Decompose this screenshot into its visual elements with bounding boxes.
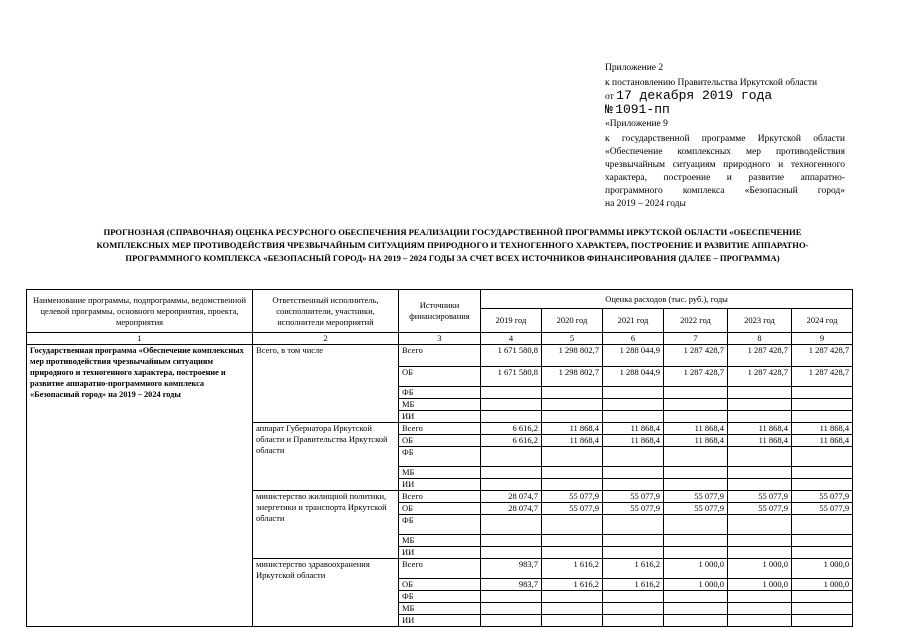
value-cell	[603, 479, 664, 491]
value-cell	[481, 603, 542, 615]
source-cell: ФБ	[399, 447, 481, 467]
header-year: 2021 год	[603, 309, 664, 333]
value-cell	[792, 479, 853, 491]
annex-2-label: Приложение 2	[605, 63, 664, 73]
number-prefix: №	[605, 102, 613, 117]
value-cell	[542, 515, 603, 535]
value-cell	[481, 547, 542, 559]
value-cell: 983,7	[481, 579, 542, 591]
value-cell	[728, 591, 792, 603]
program-line: программного комплекса «Безопасный город»	[605, 186, 845, 196]
source-cell: ФБ	[399, 387, 481, 399]
value-cell: 55 077,9	[664, 491, 728, 503]
value-cell: 28 074,7	[481, 491, 542, 503]
value-cell	[792, 387, 853, 399]
value-cell	[792, 447, 853, 467]
value-cell	[792, 399, 853, 411]
source-cell: МБ	[399, 603, 481, 615]
value-cell: 1 287 428,7	[664, 345, 728, 367]
value-cell: 11 868,4	[603, 423, 664, 435]
value-cell	[664, 411, 728, 423]
column-number: 6	[603, 333, 664, 345]
value-cell	[603, 535, 664, 547]
value-cell: 11 868,4	[792, 423, 853, 435]
value-cell: 1 000,0	[728, 559, 792, 579]
value-cell	[542, 535, 603, 547]
value-cell	[728, 387, 792, 399]
value-cell: 1 616,2	[603, 559, 664, 579]
value-cell: 1 000,0	[664, 559, 728, 579]
value-cell	[481, 447, 542, 467]
value-cell	[792, 411, 853, 423]
value-cell	[603, 603, 664, 615]
program-reference	[605, 133, 845, 211]
value-cell: 1 288 044,9	[603, 367, 664, 387]
source-cell: МБ	[399, 399, 481, 411]
value-cell: 55 077,9	[542, 503, 603, 515]
value-cell	[664, 399, 728, 411]
header-year: 2023 год	[728, 309, 792, 333]
value-cell	[728, 447, 792, 467]
value-cell	[542, 399, 603, 411]
source-cell: Всего	[399, 345, 481, 367]
value-cell: 1 287 428,7	[728, 367, 792, 387]
value-cell: 55 077,9	[542, 491, 603, 503]
value-cell	[792, 467, 853, 479]
column-number: 2	[253, 333, 399, 345]
value-cell	[542, 591, 603, 603]
value-cell	[603, 399, 664, 411]
value-cell	[664, 515, 728, 535]
source-cell: ИИ	[399, 479, 481, 491]
source-cell: Всего	[399, 491, 481, 503]
value-cell: 1 288 044,9	[603, 345, 664, 367]
source-cell: Всего	[399, 423, 481, 435]
value-cell: 55 077,9	[728, 503, 792, 515]
value-cell	[603, 387, 664, 399]
value-cell	[481, 387, 542, 399]
column-number: 7	[664, 333, 728, 345]
value-cell	[728, 603, 792, 615]
value-cell: 1 298 802,7	[542, 367, 603, 387]
value-cell: 55 077,9	[792, 503, 853, 515]
executor-cell: министерство жилищной политики, энергетики и транспорта Иркутской области	[253, 491, 399, 559]
value-cell	[664, 467, 728, 479]
value-cell	[664, 535, 728, 547]
value-cell	[603, 547, 664, 559]
value-cell: 1 000,0	[792, 559, 853, 579]
value-cell: 6 616,2	[481, 435, 542, 447]
number-value: 1091-пп	[615, 102, 670, 117]
source-cell: ИИ	[399, 615, 481, 627]
value-cell: 1 000,0	[728, 579, 792, 591]
value-cell: 1 287 428,7	[792, 367, 853, 387]
value-cell: 983,7	[481, 559, 542, 579]
column-number: 5	[542, 333, 603, 345]
value-cell	[481, 591, 542, 603]
source-cell: Всего	[399, 559, 481, 579]
value-cell	[792, 591, 853, 603]
value-cell	[542, 479, 603, 491]
title-line: ПРОГРАММНОГО КОМПЛЕКСА «БЕЗОПАСНЫЙ ГОРОД» НА 2019 – 2024 ГОДЫ ЗА СЧЕТ ВСЕХ ИСТОЧНИКОВ ФИНАНСИРОВАНИЯ (ДАЛЕЕ – ПРОГРАММА)	[125, 253, 780, 263]
value-cell	[664, 479, 728, 491]
column-number: 8	[728, 333, 792, 345]
column-numbers-row	[27, 333, 853, 345]
value-cell: 55 077,9	[792, 491, 853, 503]
header-name: Наименование программы, подпрограммы, ведомственной целевой программы, основного мероприятия, проекта, мероприятия	[27, 290, 253, 333]
column-number: 9	[792, 333, 853, 345]
annex-9-label: «Приложение 9	[605, 119, 668, 129]
value-cell	[728, 467, 792, 479]
source-cell: ОБ	[399, 435, 481, 447]
value-cell: 11 868,4	[728, 435, 792, 447]
source-cell: ИИ	[399, 547, 481, 559]
value-cell	[792, 535, 853, 547]
source-cell: МБ	[399, 535, 481, 547]
value-cell	[542, 615, 603, 627]
value-cell	[603, 467, 664, 479]
value-cell: 1 616,2	[603, 579, 664, 591]
value-cell: 11 868,4	[664, 423, 728, 435]
value-cell: 1 616,2	[542, 579, 603, 591]
value-cell	[664, 615, 728, 627]
value-cell	[481, 467, 542, 479]
value-cell: 55 077,9	[603, 503, 664, 515]
header-year: 2024 год	[792, 309, 853, 333]
header-executor: Ответственный исполнитель, соисполнители, участники, исполнители мероприятий	[253, 290, 399, 333]
value-cell	[792, 603, 853, 615]
value-cell: 55 077,9	[728, 491, 792, 503]
value-cell: 55 077,9	[664, 503, 728, 515]
value-cell	[728, 479, 792, 491]
source-cell: ФБ	[399, 515, 481, 535]
column-number: 4	[481, 333, 542, 345]
value-cell	[728, 535, 792, 547]
value-cell: 11 868,4	[792, 435, 853, 447]
value-cell	[728, 615, 792, 627]
value-cell	[603, 591, 664, 603]
value-cell: 1 287 428,7	[664, 367, 728, 387]
title-line: ПРОГНОЗНАЯ (СПРАВОЧНАЯ) ОЦЕНКА РЕСУРСНОГО ОБЕСПЕЧЕНИЯ РЕАЛИЗАЦИИ ГОСУДАРСТВЕННОЙ ПРОГРАММЫ ИРКУТСКОЙ ОБЛАСТИ «ОБЕСПЕЧЕНИЕ	[103, 227, 802, 237]
program-line: к государственной программе Иркутской области	[605, 134, 845, 144]
value-cell	[481, 515, 542, 535]
value-cell	[603, 515, 664, 535]
title-line: КОМПЛЕКСНЫХ МЕР ПРОТИВОДЕЙСТВИЯ ЧРЕЗВЫЧАЙНЫМ СИТУАЦИЯМ ПРИРОДНОГО И ТЕХНОГЕННОГО ХАРАКТЕРА, ПОСТРОЕНИЕ И РАЗВИТИЕ АППАРАТНО-	[96, 240, 809, 250]
value-cell	[792, 547, 853, 559]
value-cell	[728, 515, 792, 535]
value-cell	[603, 447, 664, 467]
program-years: на 2019 – 2024 годы	[605, 199, 686, 209]
program-line: «Обеспечение комплексных мер противодействия	[605, 147, 845, 157]
value-cell	[481, 411, 542, 423]
program-line: чрезвычайным ситуациям природного и техногенного	[605, 160, 845, 170]
date-value: 17 декабря 2019 года	[616, 88, 773, 103]
program-line: характера, построение и развитие аппаратно-	[605, 173, 845, 183]
value-cell	[542, 467, 603, 479]
value-cell	[792, 615, 853, 627]
executor-cell: аппарат Губернатора Иркутской области и Правительства Иркутской области	[253, 423, 399, 491]
value-cell	[664, 547, 728, 559]
value-cell: 11 868,4	[542, 423, 603, 435]
header-source: Источники финансирования	[399, 290, 481, 333]
value-cell: 1 000,0	[664, 579, 728, 591]
value-cell	[481, 479, 542, 491]
value-cell	[664, 447, 728, 467]
value-cell: 1 616,2	[542, 559, 603, 579]
value-cell	[664, 387, 728, 399]
source-cell: ОБ	[399, 367, 481, 387]
resource-table	[26, 289, 853, 627]
value-cell: 1 287 428,7	[728, 345, 792, 367]
column-number: 3	[399, 333, 481, 345]
source-cell: МБ	[399, 467, 481, 479]
source-cell: ОБ	[399, 503, 481, 515]
value-cell	[603, 411, 664, 423]
value-cell: 55 077,9	[603, 491, 664, 503]
date-prefix: от	[605, 92, 614, 102]
value-cell: 1 287 428,7	[792, 345, 853, 367]
column-number: 1	[27, 333, 253, 345]
value-cell	[481, 615, 542, 627]
source-cell: ФБ	[399, 591, 481, 603]
value-cell	[542, 447, 603, 467]
value-cell	[728, 411, 792, 423]
value-cell	[792, 515, 853, 535]
resolution-number	[605, 104, 845, 118]
value-cell	[481, 535, 542, 547]
header-row	[27, 290, 853, 309]
value-cell	[542, 603, 603, 615]
value-cell: 1 671 580,8	[481, 367, 542, 387]
program-name-cell: Государственная программа «Обеспечение комплексных мер противодействия чрезвычайным ситуациям природного и техногенного характера, построение и развитие аппаратно-программного комплекса «Безопасный город» на 2019 – 2024 годы	[27, 345, 253, 627]
source-cell: ИИ	[399, 411, 481, 423]
value-cell	[728, 547, 792, 559]
header-year: 2020 год	[542, 309, 603, 333]
header-year: 2019 год	[481, 309, 542, 333]
value-cell	[481, 399, 542, 411]
header-estimate: Оценка расходов (тыс. руб.), годы	[481, 290, 853, 309]
value-cell	[728, 399, 792, 411]
value-cell: 11 868,4	[728, 423, 792, 435]
executor-cell: Всего, в том числе	[253, 345, 399, 423]
document-title	[50, 226, 855, 265]
value-cell: 11 868,4	[603, 435, 664, 447]
value-cell	[664, 603, 728, 615]
value-cell	[542, 387, 603, 399]
value-cell: 1 000,0	[792, 579, 853, 591]
value-cell: 28 074,7	[481, 503, 542, 515]
executor-cell: министерство здравоохранения Иркутской области	[253, 559, 399, 627]
header-year: 2022 год	[664, 309, 728, 333]
value-cell: 11 868,4	[542, 435, 603, 447]
resolution-reference: к постановлению Правительства Иркутской области	[605, 78, 818, 88]
table-row	[27, 345, 853, 367]
value-cell	[603, 615, 664, 627]
value-cell: 6 616,2	[481, 423, 542, 435]
value-cell	[542, 547, 603, 559]
value-cell: 1 671 580,8	[481, 345, 542, 367]
value-cell	[664, 591, 728, 603]
value-cell: 1 298 802,7	[542, 345, 603, 367]
source-cell: ОБ	[399, 579, 481, 591]
value-cell	[542, 411, 603, 423]
approval-header	[605, 62, 845, 211]
value-cell: 11 868,4	[664, 435, 728, 447]
